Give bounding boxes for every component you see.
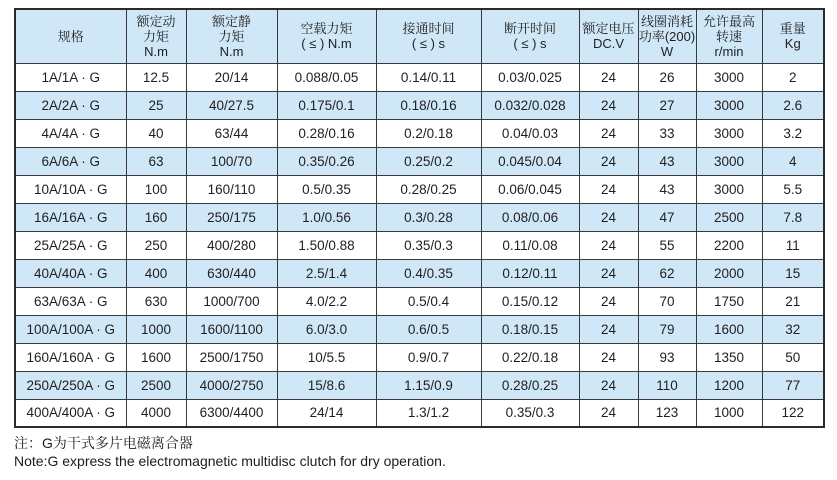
spec-cell: 250A/250A · G [15,371,126,399]
table-cell: 0.9/0.7 [376,343,481,371]
table-cell: 40/27.5 [186,91,277,119]
table-cell: 1600 [126,343,186,371]
spec-cell: 16A/16A · G [15,203,126,231]
table-cell: 1000 [126,315,186,343]
table-row [15,119,824,147]
header-line: 力矩 [218,28,245,44]
table-cell: 1200 [696,371,762,399]
table-cell: 5.5 [762,175,824,203]
table-cell: 0.04/0.03 [481,119,579,147]
table-cell: 24 [579,203,638,231]
header-cell-8 [696,9,762,63]
table-cell: 0.08/0.06 [481,203,579,231]
table-cell: 0.088/0.05 [277,63,376,91]
table-cell: 24 [579,399,638,427]
table-cell: 24 [579,371,638,399]
table-cell: 1350 [696,343,762,371]
table-cell: 50 [762,343,824,371]
header-cell-2 [186,9,277,63]
table-cell: 160 [126,203,186,231]
table-cell: 0.15/0.12 [481,287,579,315]
header-row [15,9,824,63]
header-cell-1 [126,9,186,63]
table-cell: 100/70 [186,147,277,175]
spec-cell: 40A/40A · G [15,259,126,287]
table-row [15,287,824,315]
header-line: ( ≤ ) s [513,36,547,52]
table-cell: 123 [638,399,696,427]
table-cell: 3000 [696,175,762,203]
table-cell: 63 [126,147,186,175]
table-cell: 4000/2750 [186,371,277,399]
header-line: 重量 [779,21,806,37]
table-cell: 24 [579,119,638,147]
header-cell-3 [277,9,376,63]
table-row [15,63,824,91]
table-cell: 77 [762,371,824,399]
table-cell: 63/44 [186,119,277,147]
header-cell-5 [481,9,579,63]
table-row [15,203,824,231]
table-cell: 0.03/0.025 [481,63,579,91]
spec-cell: 25A/25A · G [15,231,126,259]
header-line: DC.V [592,36,625,52]
table-cell: 0.18/0.16 [376,91,481,119]
table-header [15,9,824,63]
header-cell-0 [15,9,126,63]
table-cell: 0.11/0.08 [481,231,579,259]
table-cell: 1600/1100 [186,315,277,343]
table-cell: 0.5/0.4 [376,287,481,315]
table-cell: 93 [638,343,696,371]
table-cell: 1.0/0.56 [277,203,376,231]
table-cell: 0.18/0.15 [481,315,579,343]
table-cell: 24/14 [277,399,376,427]
header-line: W [660,43,674,59]
table-cell: 2000 [696,259,762,287]
table-cell: 47 [638,203,696,231]
table-cell: 0.28/0.25 [481,371,579,399]
spec-cell: 6A/6A · G [15,147,126,175]
table-cell: 24 [579,63,638,91]
table-cell: 0.28/0.16 [277,119,376,147]
spec-cell: 100A/100A · G [15,315,126,343]
table-cell: 630/440 [186,259,277,287]
table-cell: 24 [579,175,638,203]
header-line: Kg [784,36,801,52]
spec-cell: 10A/10A · G [15,175,126,203]
table-cell: 2.5/1.4 [277,259,376,287]
table-cell: 0.12/0.11 [481,259,579,287]
table-cell: 6.0/3.0 [277,315,376,343]
table-cell: 40 [126,119,186,147]
table-cell: 55 [638,231,696,259]
table-cell: 15 [762,259,824,287]
table-cell: 32 [762,315,824,343]
header-line: N.m [219,43,244,59]
table-cell: 27 [638,91,696,119]
table-cell: 3000 [696,63,762,91]
header-line: N.m [144,43,168,59]
spec-cell: 160A/160A · G [15,343,126,371]
table-cell: 6300/4400 [186,399,277,427]
table-cell: 250/175 [186,203,277,231]
header-cell-4 [376,9,481,63]
table-cell: 0.06/0.045 [481,175,579,203]
table-cell: 110 [638,371,696,399]
header-line: 规格 [57,28,84,44]
note-zh: 注：G为干式多片电磁离合器 [14,435,193,451]
table-row [15,91,824,119]
table-cell: 24 [579,91,638,119]
table-cell: 3000 [696,147,762,175]
table-cell: 70 [638,287,696,315]
table-cell: 12.5 [126,63,186,91]
spec-cell: 1A/1A · G [15,63,126,91]
table-row [15,175,824,203]
table-cell: 21 [762,287,824,315]
spec-cell: 2A/2A · G [15,91,126,119]
table-cell: 24 [579,259,638,287]
header-line: ( ≤ ) s [411,36,446,52]
table-body [15,63,824,427]
table-cell: 0.22/0.18 [481,343,579,371]
table-cell: 4000 [126,399,186,427]
table-row [15,371,824,399]
table-cell: 630 [126,287,186,315]
table-row [15,399,824,427]
table-cell: 0.045/0.04 [481,147,579,175]
spec-cell: 4A/4A · G [15,119,126,147]
table-cell: 1600 [696,315,762,343]
table-cell: 0.5/0.35 [277,175,376,203]
header-line: r/min [714,43,744,59]
table-row [15,231,824,259]
table-cell: 4 [762,147,824,175]
table-cell: 43 [638,175,696,203]
table-cell: 2.6 [762,91,824,119]
clutch-spec-table [14,8,825,428]
header-line: 断开时间 [503,21,556,37]
table-row [15,343,824,371]
notes [14,434,814,470]
table-cell: 10/5.5 [277,343,376,371]
header-line: 力矩 [142,28,169,44]
table-cell: 2500 [696,203,762,231]
table-cell: 20/14 [186,63,277,91]
header-line: 接通时间 [402,21,455,37]
table-cell: 3000 [696,119,762,147]
table-cell: 43 [638,147,696,175]
header-line: 额定静 [211,13,251,29]
header-line: ( ≤ ) N.m [301,36,352,52]
spec-cell: 63A/63A · G [15,287,126,315]
table-row [15,259,824,287]
table-cell: 24 [579,147,638,175]
table-cell: 11 [762,231,824,259]
table-cell: 1750 [696,287,762,315]
table-cell: 0.14/0.11 [376,63,481,91]
header-cell-9 [762,9,824,63]
header-line: 转速 [715,28,742,44]
table-cell: 2200 [696,231,762,259]
table-cell: 1000 [696,399,762,427]
table-cell: 7.8 [762,203,824,231]
table-cell: 160/110 [186,175,277,203]
table-cell: 15/8.6 [277,371,376,399]
table-cell: 24 [579,287,638,315]
table-cell: 2500/1750 [186,343,277,371]
header-line: 线圈消耗 [640,13,693,29]
table-cell: 0.35/0.3 [376,231,481,259]
table-cell: 24 [579,343,638,371]
table-row [15,315,824,343]
table-cell: 3.2 [762,119,824,147]
header-line: 功率(200) [638,28,696,44]
header-line: 允许最高 [702,13,755,29]
table-cell: 0.4/0.35 [376,259,481,287]
table-cell: 62 [638,259,696,287]
table-cell: 0.35/0.3 [481,399,579,427]
table-cell: 100 [126,175,186,203]
table-cell: 1.3/1.2 [376,399,481,427]
table-cell: 4.0/2.2 [277,287,376,315]
note-en: Note:G express the electromagnetic multidisc clutch for dry operation. [14,453,446,469]
table-cell: 0.35/0.26 [277,147,376,175]
table-cell: 0.6/0.5 [376,315,481,343]
table-cell: 122 [762,399,824,427]
table-cell: 0.28/0.25 [376,175,481,203]
table-cell: 24 [579,315,638,343]
table-cell: 1000/700 [186,287,277,315]
table-cell: 400/280 [186,231,277,259]
table-cell: 0.2/0.18 [376,119,481,147]
table-cell: 25 [126,91,186,119]
header-line: 空载力矩 [300,21,353,37]
table-cell: 79 [638,315,696,343]
table-cell: 2 [762,63,824,91]
table-cell: 26 [638,63,696,91]
table-cell: 2500 [126,371,186,399]
table-cell: 3000 [696,91,762,119]
table-cell: 1.50/0.88 [277,231,376,259]
table-cell: 1.15/0.9 [376,371,481,399]
header-cell-7 [638,9,696,63]
table-cell: 33 [638,119,696,147]
header-cell-6 [579,9,638,63]
table-cell: 0.25/0.2 [376,147,481,175]
table-cell: 0.175/0.1 [277,91,376,119]
table-cell: 0.3/0.28 [376,203,481,231]
table-row [15,147,824,175]
table-cell: 400 [126,259,186,287]
spec-cell: 400A/400A · G [15,399,126,427]
header-line: 额定电压 [582,21,635,37]
table-cell: 0.032/0.028 [481,91,579,119]
table-cell: 250 [126,231,186,259]
table-cell: 24 [579,231,638,259]
header-line: 额定动 [136,13,176,29]
